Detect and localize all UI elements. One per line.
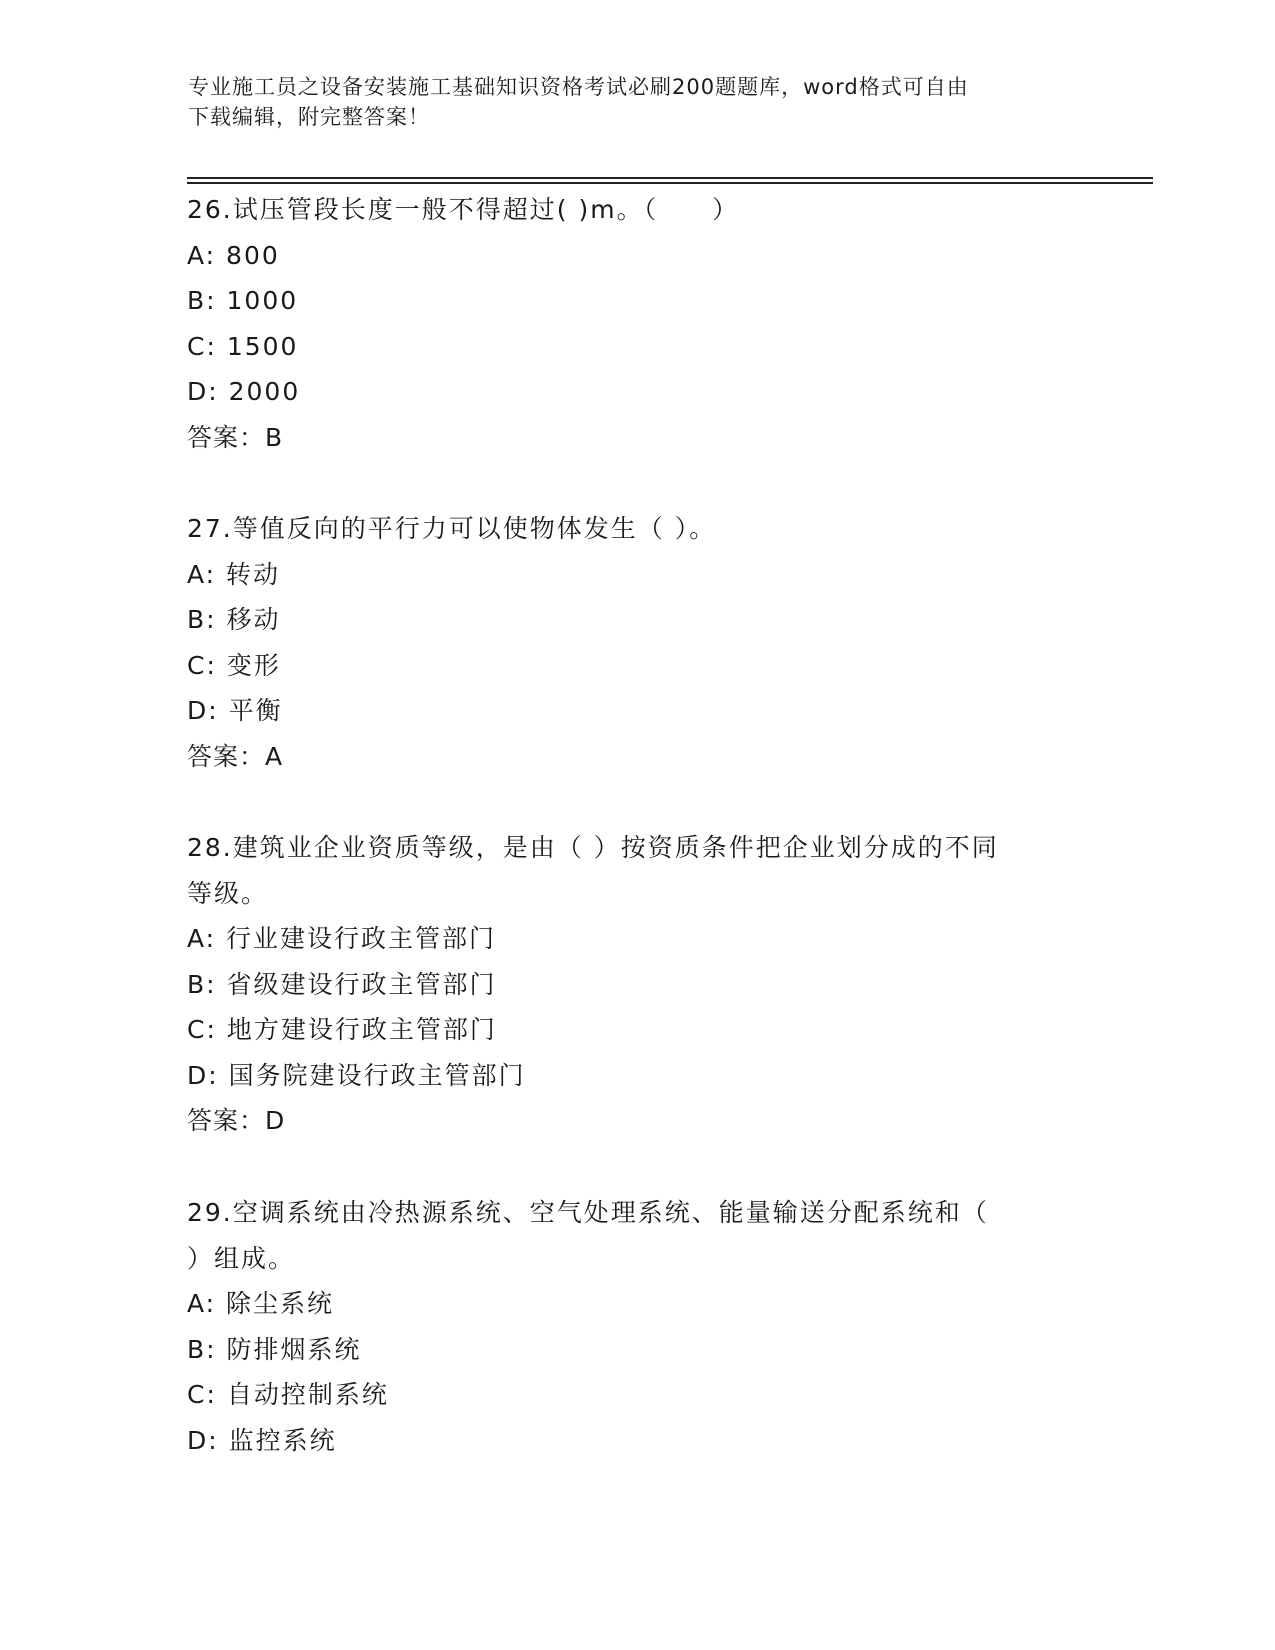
- answer: 答案：A: [187, 741, 284, 771]
- question-stem: 29.空调系统由冷热源系统、空气处理系统、能量输送分配系统和（: [187, 1198, 989, 1227]
- document-header: [188, 72, 1088, 132]
- option-b: B: 1000: [187, 286, 299, 315]
- question-stem: 26.试压管段长度一般不得超过( )m。（ ）: [187, 195, 740, 224]
- question-27: [187, 506, 1087, 779]
- option-d: D: 监控系统: [187, 1425, 337, 1455]
- option-c: C: 地方建设行政主管部门: [187, 1015, 497, 1044]
- option-d: D: 平衡: [187, 696, 283, 725]
- option-b: B: 移动: [187, 605, 281, 634]
- option-d: D: 国务院建设行政主管部门: [187, 1060, 526, 1090]
- question-stem-continued: 等级。: [187, 878, 269, 908]
- question-29: [187, 1190, 1087, 1463]
- header-divider-bottom: [187, 182, 1153, 184]
- answer: 答案：B: [187, 422, 284, 452]
- question-26: [187, 187, 1087, 460]
- option-c: C: 自动控制系统: [187, 1380, 389, 1409]
- answer: 答案：D: [187, 1106, 286, 1135]
- header-line-2: 下载编辑，附完整答案！: [188, 105, 430, 129]
- header-divider-top: [187, 177, 1153, 179]
- option-d: D: 2000: [187, 377, 301, 406]
- option-a: A: 除尘系统: [187, 1289, 335, 1318]
- option-b: B: 防排烟系统: [187, 1334, 362, 1364]
- option-a: A: 800: [187, 240, 280, 270]
- option-a: A: 转动: [187, 559, 281, 589]
- question-stem: 28.建筑业企业资质等级，是由（ ）按资质条件把企业划分成的不同: [187, 833, 999, 862]
- option-a: A: 行业建设行政主管部门: [187, 924, 497, 953]
- question-stem-continued: ）组成。: [187, 1243, 296, 1273]
- option-c: C: 变形: [187, 650, 281, 680]
- question-28: [187, 825, 1087, 1144]
- option-c: C: 1500: [187, 331, 299, 361]
- question-stem: 27.等值反向的平行力可以使物体发生（ ）。: [187, 514, 717, 543]
- header-line-1: 专业施工员之设备安装施工基础知识资格考试必刷200题题库，word格式可自由: [188, 75, 969, 99]
- option-b: B: 省级建设行政主管部门: [187, 969, 497, 999]
